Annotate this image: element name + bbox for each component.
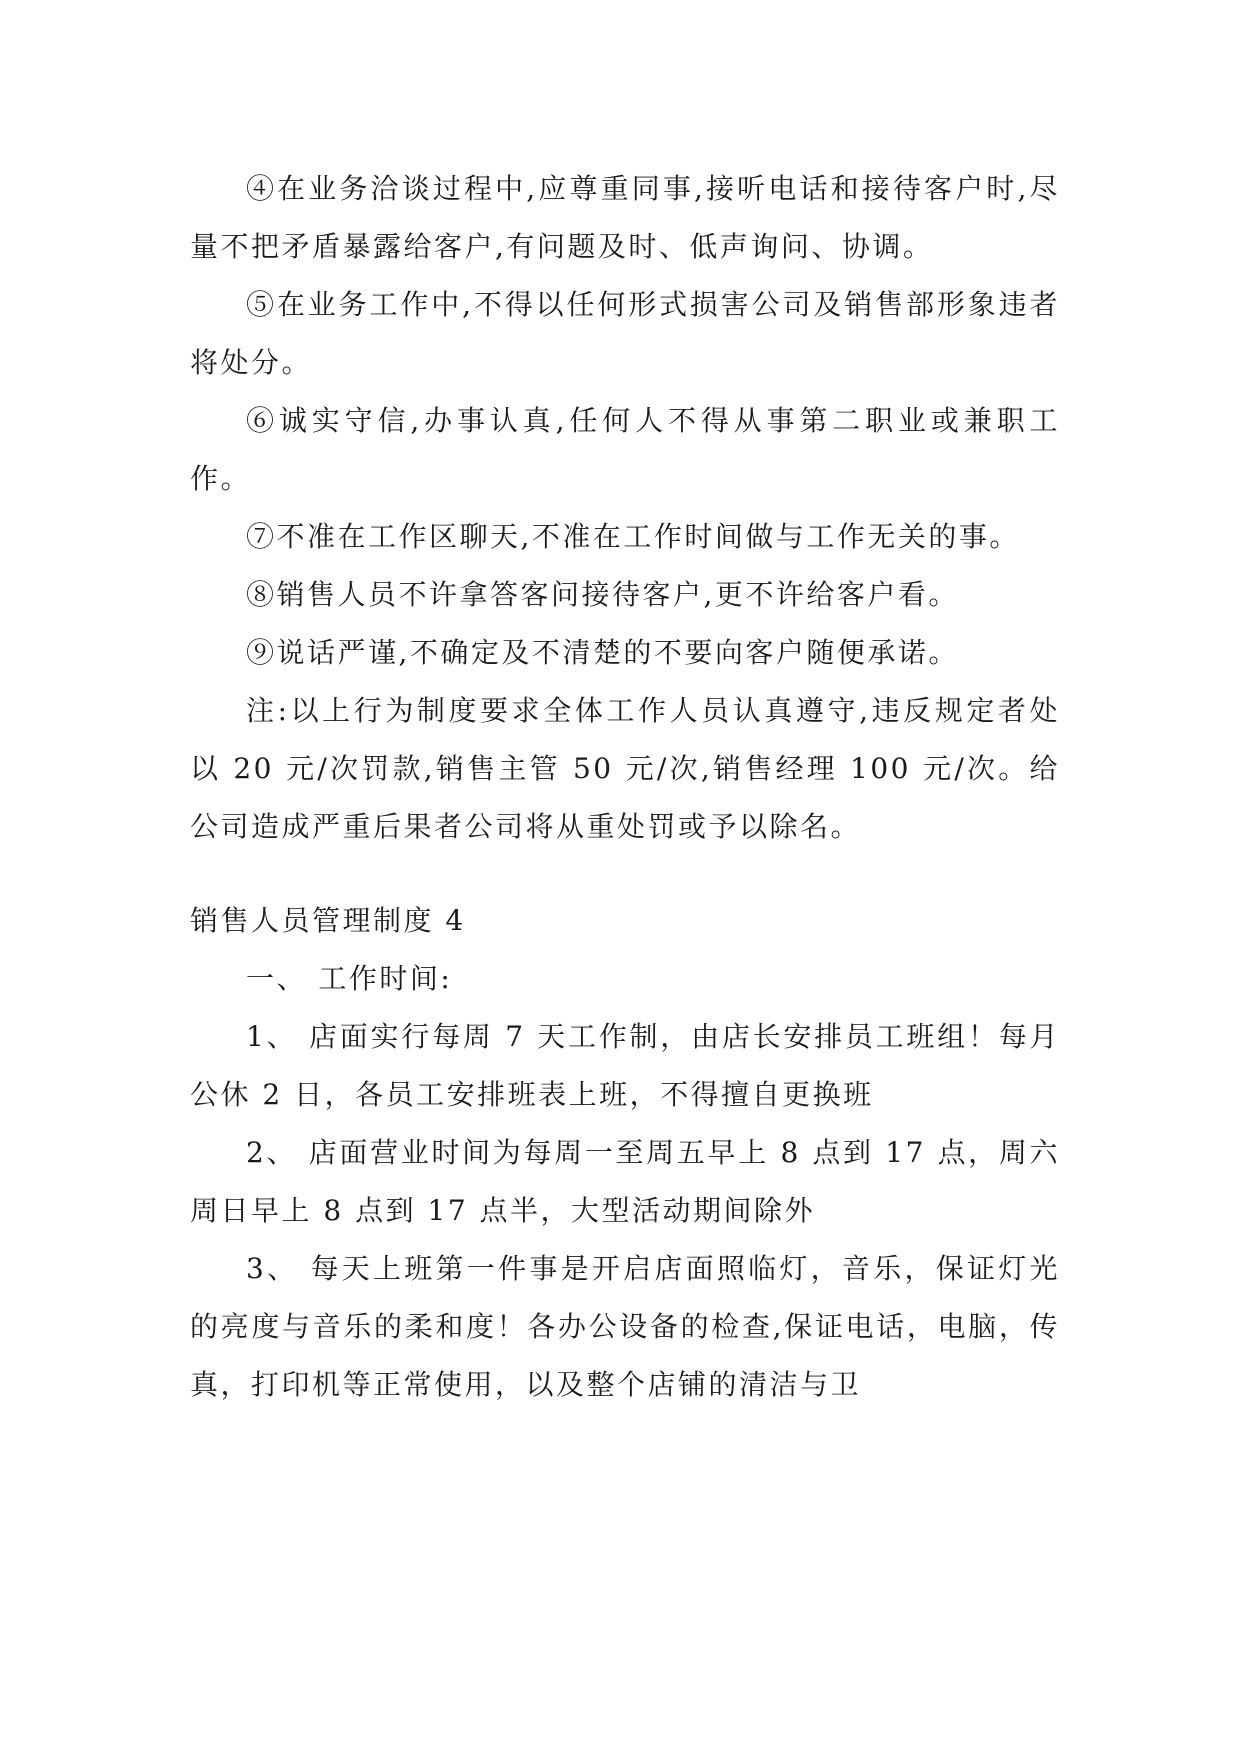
rule-paragraph-7: ⑦不准在工作区聊天,不准在工作时间做与工作无关的事。 [246, 520, 1020, 553]
work-time-item-1: 1、 店面实行每周 7 天工作制，由店长安排员工班组！每月公休 2 日，各员工安排班表上班，不得擅自更换班 [190, 1020, 1060, 1111]
rule-paragraph-6: ⑥诚实守信,办事认真,任何人不得从事第二职业或兼职工作。 [190, 404, 1060, 495]
work-time-item-3: 3、 每天上班第一件事是开启店面照临灯，音乐，保证灯光的亮度与音乐的柔和度！各办公设备的检查,保证电话，电脑，传真，打印机等正常使用，以及整个店铺的清洁与卫 [190, 1252, 1060, 1401]
rule-paragraph-5: ⑤在业务工作中,不得以任何形式损害公司及销售部形象违者将处分。 [190, 288, 1060, 379]
rule-paragraph-4: ④在业务洽谈过程中,应尊重同事,接听电话和接待客户时,尽量不把矛盾暴露给客户,有问题及时、低声询问、协调。 [190, 172, 1060, 263]
rule-paragraph-9: ⑨说话严谨,不确定及不清楚的不要向客户随便承诺。 [246, 636, 959, 669]
rule-note-paragraph: 注:以上行为制度要求全体工作人员认真遵守,违反规定者处以 20 元/次罚款,销售主管 50 元/次,销售经理 100 元/次。给公司造成严重后果者公司将从重处罚或予以除名。 [190, 694, 1060, 843]
section-heading: 销售人员管理制度 4 [190, 904, 466, 937]
subsection-heading: 一、 工作时间: [246, 962, 453, 995]
work-time-item-2: 2、 店面营业时间为每周一至周五早上 8 点到 17 点，周六周日早上 8 点到 17 点半，大型活动期间除外 [190, 1136, 1060, 1227]
rule-paragraph-8: ⑧销售人员不许拿答客问接待客户,更不许给客户看。 [246, 578, 959, 611]
document-body [190, 160, 1060, 1414]
